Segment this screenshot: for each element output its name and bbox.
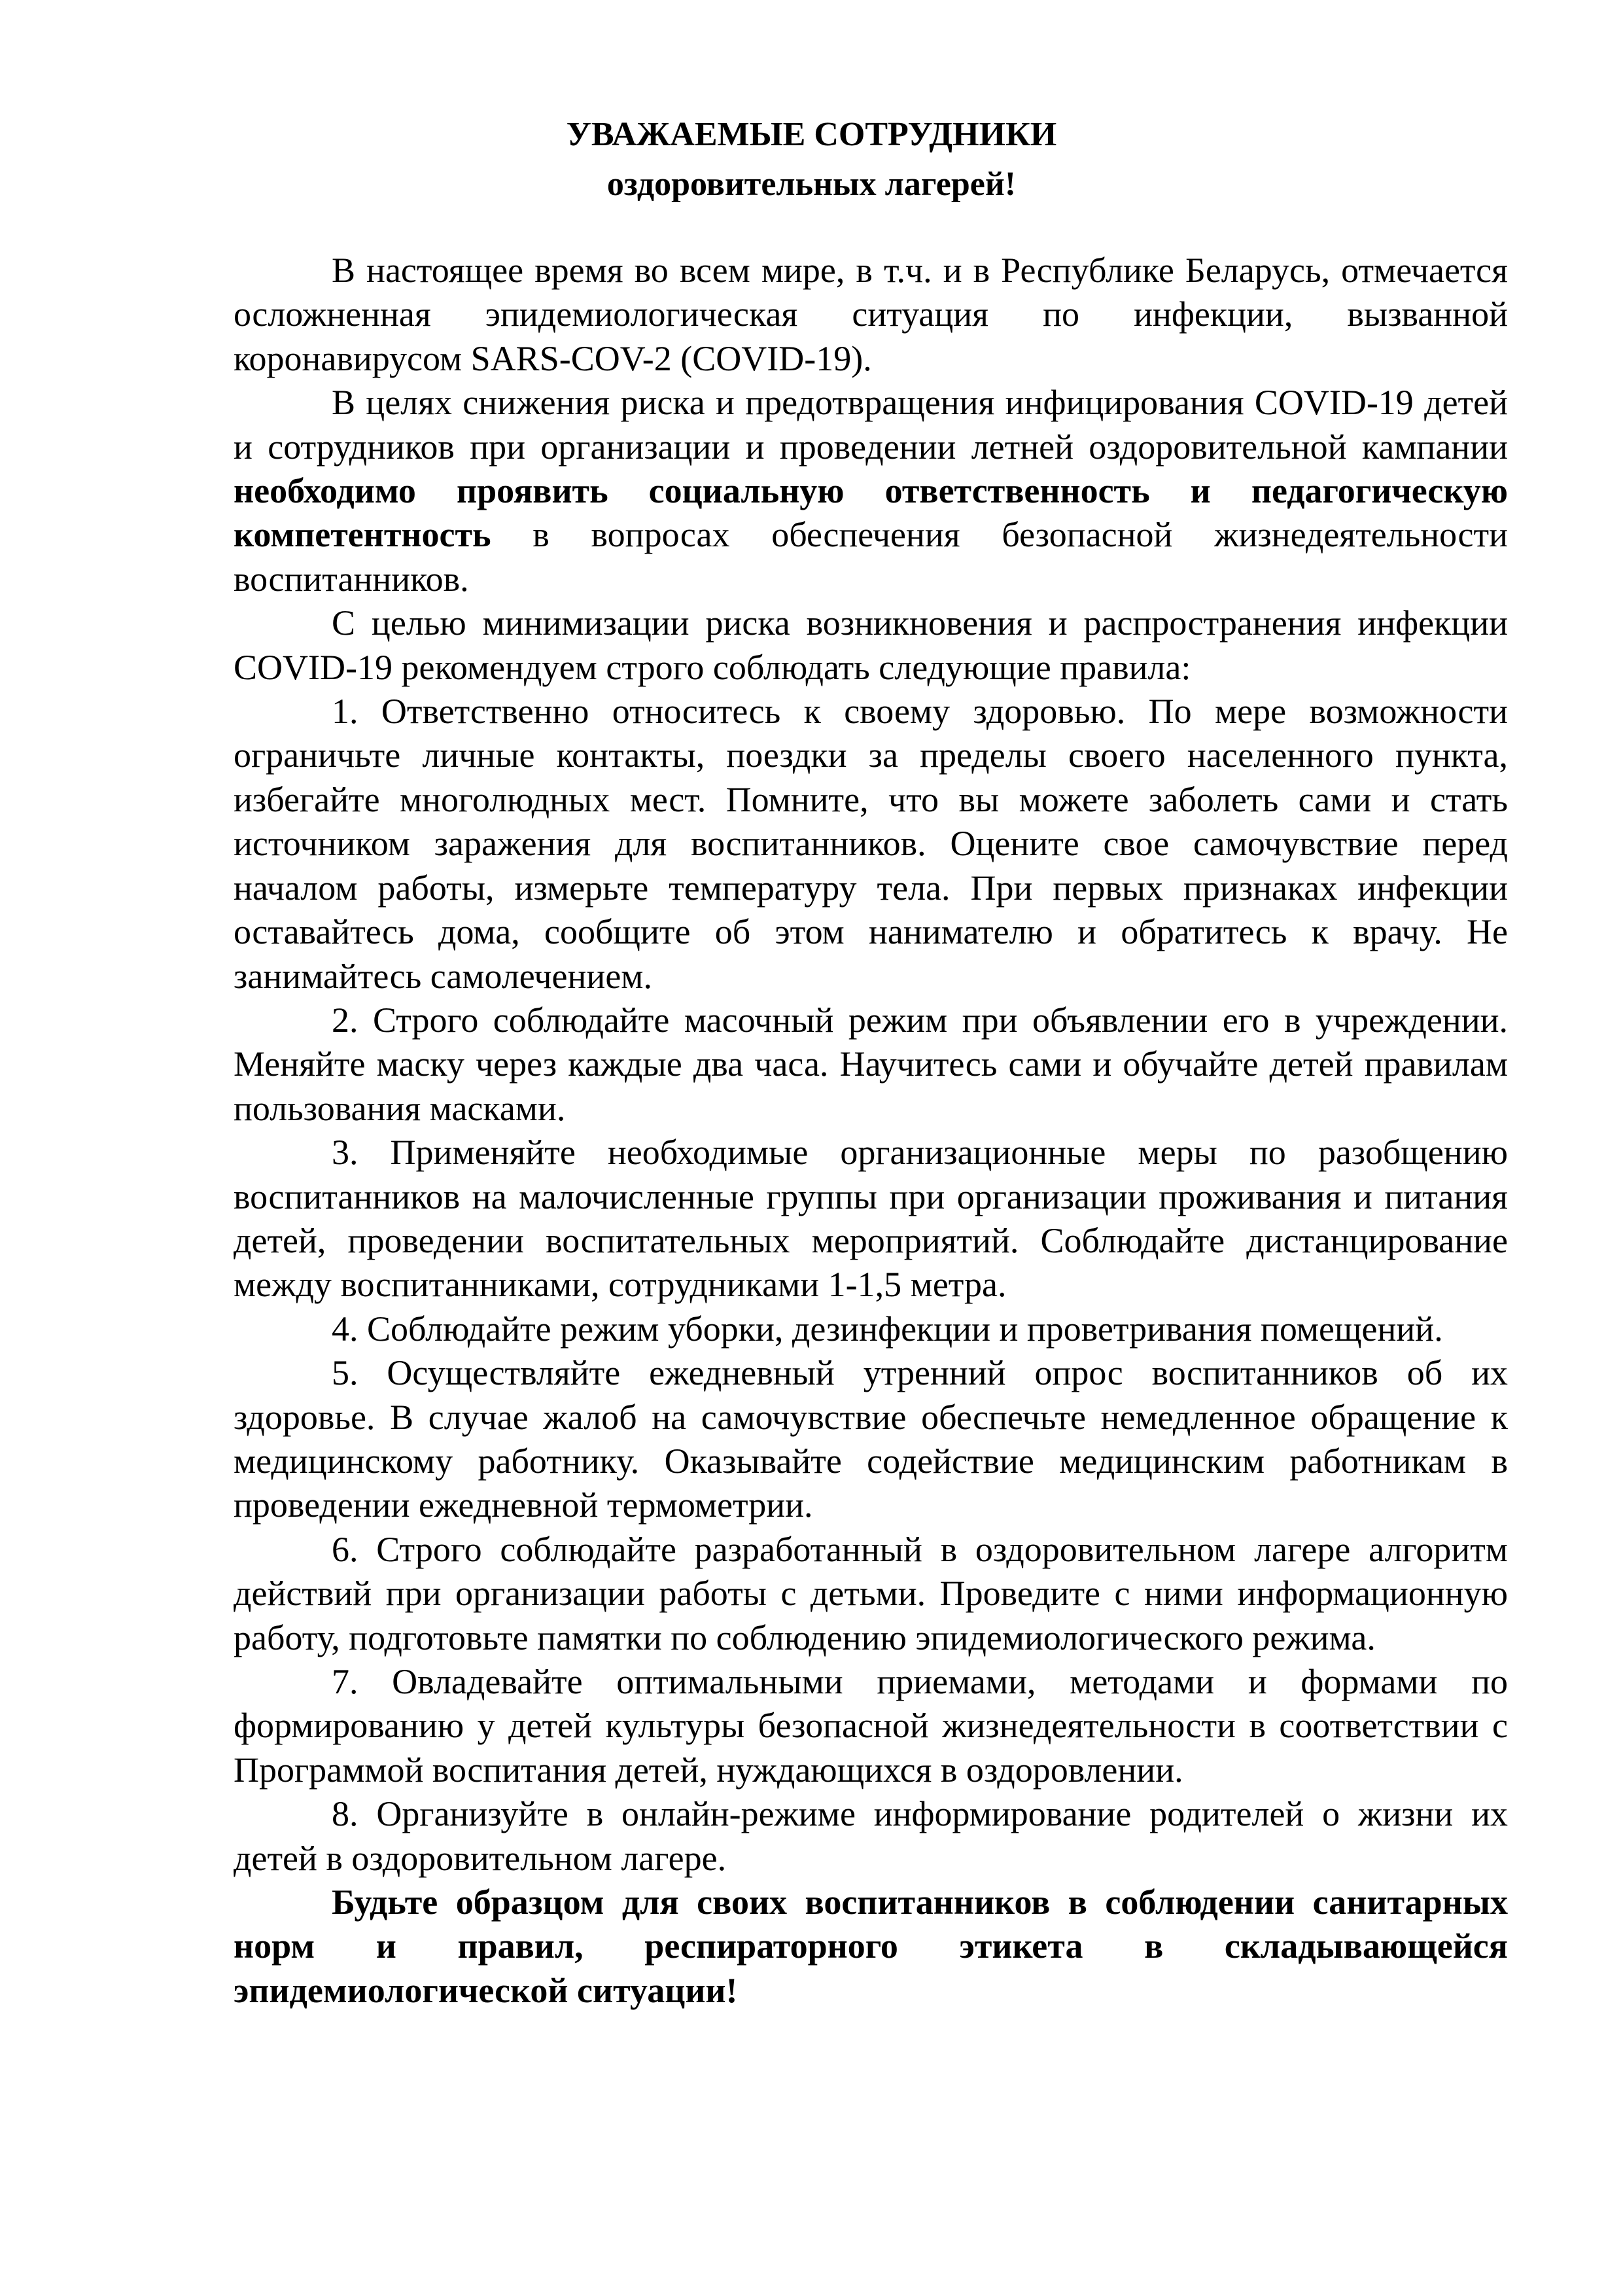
purpose-emphasis: необходимо проявить социальную ответственность и педагогическую компетентность (234, 471, 1508, 555)
document-title: УВАЖАЕМЫЕ СОТРУДНИКИ (566, 116, 1057, 153)
intro-paragraph: В настоящее время во всем мире, в т.ч. и в Республике Беларусь, отмечается осложненная эпидемиологическая ситуация по инфекции, вызванной коронавирусом SARS-COV-2 (COVID-19). (234, 251, 1508, 378)
document-body (234, 249, 1508, 2013)
purpose-paragraph (234, 381, 1508, 601)
rule-item-4: 4. Соблюдайте режим уборки, дезинфекции и проветривания помещений. (332, 1309, 1443, 1349)
rule-item-1: 1. Ответственно относитесь к своему здоровью. По мере возможности ограничьте личные контакты, поездки за пределы своего населенного пункта, избегайте многолюдных мест. Помните, что вы можете заболеть сами и стать источником заражения для воспитанников. Оцените свое самочувствие перед началом работы, измерьте температуру тела. При первых признаках инфекции оставайтесь дома, сообщите об этом нанимателю и обратитесь к врачу. Не занимайтесь самолечением. (234, 692, 1508, 996)
rules-intro-paragraph: С целью минимизации риска возникновения и распространения инфекции COVID-19 рекомендуем строго соблюдать следующие правила: (234, 603, 1508, 687)
closing-paragraph: Будьте образцом для своих воспитанников в соблюдении санитарных норм и правил, респираторного этикета в складывающейся эпидемиологической ситуации! (234, 1882, 1508, 2010)
rule-item-3: 3. Применяйте необходимые организационные меры по разобщению воспитанников на малочисленные группы при организации проживания и питания детей, проведении воспитательных мероприятий. Соблюдайте дистанцирование между воспитанниками, сотрудниками 1-1,5 метра. (234, 1133, 1508, 1305)
rule-item-5: 5. Осуществляйте ежедневный утренний опрос воспитанников об их здоровье. В случае жалоб на самочувствие обеспечьте немедленное обращение к медицинскому работнику. Оказывайте содействие медицинским работникам в проведении ежедневной термометрии. (234, 1353, 1508, 1525)
rule-item-6: 6. Строго соблюдайте разработанный в оздоровительном лагере алгоритм действий при организации работы с детьми. Проведите с ними информационную работу, подготовьте памятки по соблюдению эпидемиологического режима. (234, 1529, 1508, 1657)
document-subtitle: оздоровительных лагерей! (606, 166, 1017, 203)
rule-item-2: 2. Строго соблюдайте масочный режим при объявлении его в учреждении. Меняйте маску через каждые два часа. Научитесь сами и обучайте детей правилам пользования масками. (234, 1000, 1508, 1128)
purpose-text-end: в вопросах обеспечения безопасной жизнедеятельности воспитанников. (234, 515, 1508, 599)
purpose-text-start: В целях снижения риска и предотвращения инфицирования COVID-19 детей и сотрудников при организации и проведении летней оздоровительной кампании (234, 383, 1508, 467)
rule-item-7: 7. Овладевайте оптимальными приемами, методами и формами по формированию у детей культуры безопасной жизнедеятельности в соответствии с Программой воспитания детей, нуждающихся в оздоровлении. (234, 1662, 1508, 1790)
rule-item-8: 8. Организуйте в онлайн-режиме информирование родителей о жизни их детей в оздоровительном лагере. (234, 1794, 1508, 1878)
